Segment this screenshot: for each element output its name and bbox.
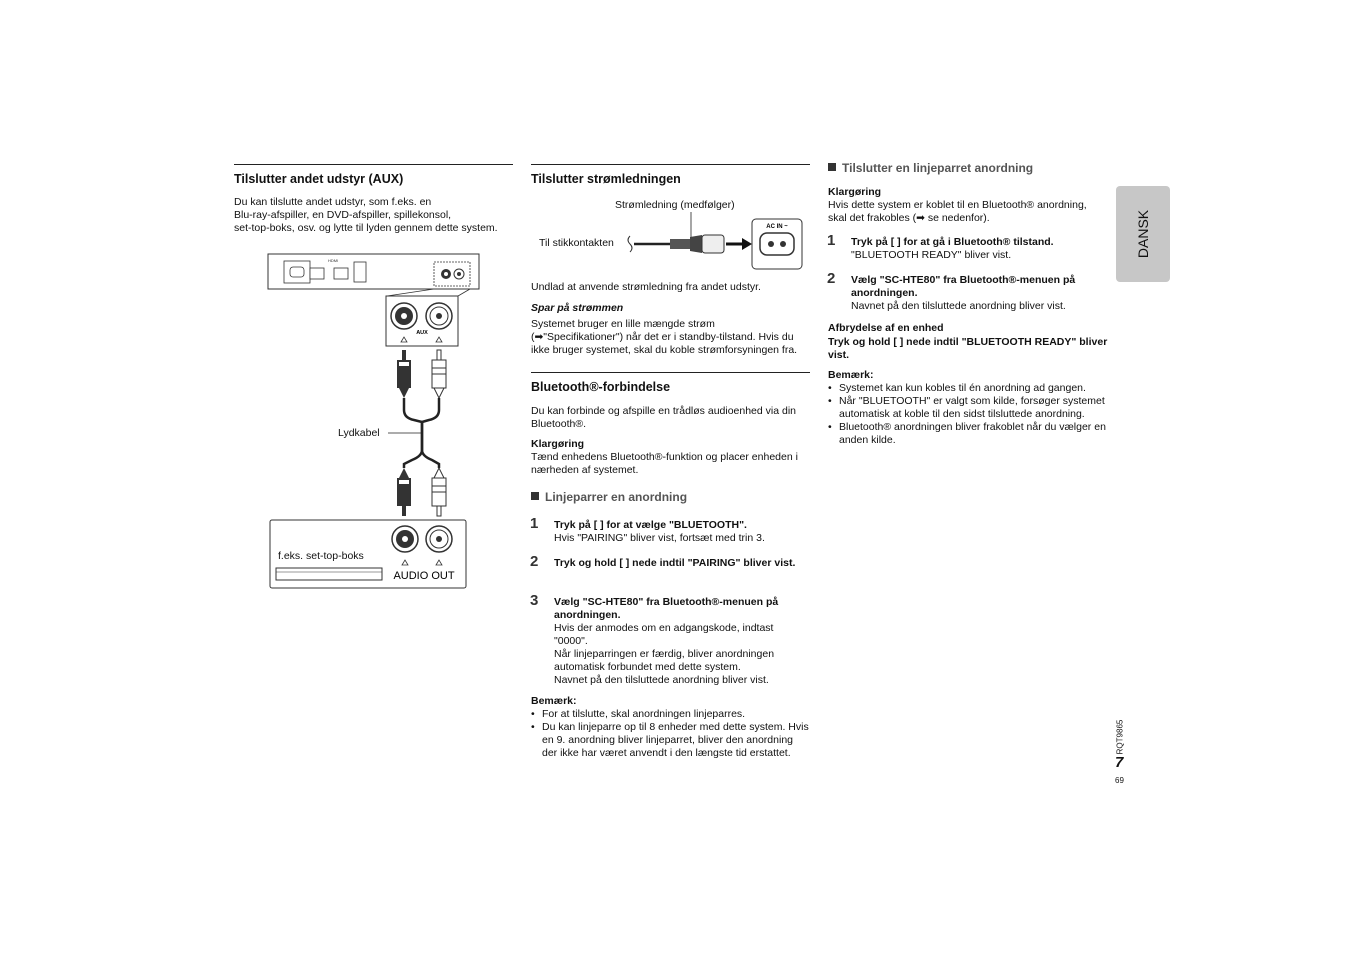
prep-text [828, 199, 1113, 225]
step-1 [851, 236, 1111, 262]
prep-text-line: Tænd enhedens Bluetooth®-funktion og placer enheden i [531, 451, 798, 463]
power-note: Undlad at anvende strømledning fra andet udstyr. [531, 281, 761, 293]
note-list [531, 708, 811, 760]
step-3 [554, 596, 804, 687]
step-detail: Hvis der anmodes om en adgangskode, indtast [554, 622, 774, 634]
page-number: 7 [1115, 754, 1124, 771]
save-text-line: ikke bruger systemet, skal du koble strømforsyningen fra. [531, 344, 798, 356]
panel-hdmi-port [310, 268, 324, 279]
bluetooth-intro-line: Du kan forbinde og afspille en trådløs audioenhed via din [531, 405, 797, 417]
note-title: Bemærk: [828, 369, 874, 381]
pairing-subtitle-text: Linjeparrer en anordning [545, 490, 688, 504]
bluetooth-title: Bluetooth®-forbindelse [531, 380, 671, 394]
note-item: • Du kan linjeparre op til 8 enheder med dette system. Hvis en 9. anordning bliver linjeparret, bliver den anordning der ikke har været anvendt i den længste tid erstattet. [531, 721, 811, 760]
paired-device-subtitle [828, 161, 1033, 175]
bluetooth-intro-line: Bluetooth®. [531, 418, 587, 430]
panel-ac-inlet [284, 261, 310, 283]
step-instruction: Vælg "SC-HTE80" fra Bluetooth®-menuen på anordningen. [851, 274, 1076, 299]
doc-code: RQT9865 [1115, 719, 1125, 755]
save-text-line: Systemet bruger en lille mængde strøm [531, 318, 715, 330]
cable-plug-left-upper [397, 350, 411, 398]
bluetooth-intro [531, 405, 816, 431]
aux-intro-line: set-top-boks, osv. og lytte til lyden gennem dette system. [234, 222, 498, 234]
prep-title: Klargøring [828, 186, 882, 198]
step-detail: automatisk forbundet med dette system. [554, 661, 741, 673]
aux-intro-line: Du kan tilslutte andet udstyr, som f.eks. en [234, 196, 432, 208]
square-bullet-icon [828, 163, 836, 171]
note-title: Bemærk: [531, 695, 577, 707]
square-bullet-icon [531, 492, 539, 500]
step-detail: Hvis "PAIRING" bliver vist, fortsæt med trin 3. [554, 532, 765, 544]
step-detail: Navnet på den tilsluttede anordning bliver vist. [554, 674, 769, 686]
page-number-small: 69 [1115, 776, 1124, 785]
ac-in-label: AC IN ~ [766, 224, 788, 230]
language-tab [1116, 186, 1170, 282]
step-instruction: Vælg "SC-HTE80" fra Bluetooth®-menuen på anordningen. [554, 596, 779, 621]
step-instruction: Tryk på [ ] for at vælge "BLUETOOTH". [554, 519, 747, 531]
panel-aux-area [434, 262, 470, 286]
aux-intro-line: Blu-ray-afspiller, en DVD-afspiller, spillekonsol, [234, 209, 452, 221]
step-detail: Navnet på den tilsluttede anordning bliver vist. [851, 300, 1066, 312]
cable-label: Lydkabel [338, 427, 380, 439]
prep-text-line: Hvis dette system er koblet til en Bluetooth® anordning, [828, 199, 1087, 211]
outlet-label: Til stikkontakten [539, 237, 614, 249]
note-item: • For at tilslutte, skal anordningen linjeparres. [531, 708, 811, 721]
pairing-subtitle [531, 490, 687, 504]
save-text [531, 318, 816, 357]
cable-plug-right-upper [432, 350, 446, 398]
prep-text [531, 451, 816, 477]
panel-hdmi-label: HDMI [328, 258, 339, 263]
device-label: f.eks. set-top-boks [278, 550, 364, 562]
disconnect-text: Tryk og hold [ ] nede indtil "BLUETOOTH READY" bliver vist. [828, 336, 1108, 361]
step-detail: "0000". [554, 635, 588, 647]
step-1 [554, 519, 814, 545]
section-rule [531, 372, 810, 373]
aux-title: Tilslutter andet udstyr (AUX) [234, 172, 404, 186]
cord-label: Strømledning (medfølger) [615, 199, 735, 211]
power-title: Tilslutter strømledningen [531, 172, 681, 186]
power-cord-diagram [620, 208, 805, 274]
note-item: • Bluetooth® anordningen bliver frakoblet når du vælger en anden kilde. [828, 421, 1108, 447]
note-item: • Når "BLUETOOTH" er valgt som kilde, forsøger systemet automatisk at koble til den sidst tilsluttede anordning. [828, 395, 1108, 421]
language-tab-label: DANSK [1135, 209, 1151, 259]
step-number: 3 [530, 592, 539, 609]
cable-plug-right-lower [432, 468, 446, 516]
section-rule [234, 164, 513, 165]
panel-optical-port [354, 262, 366, 282]
prep-text-line: skal det frakobles (➡ se nedenfor). [828, 212, 990, 224]
audio-out-label: AUDIO OUT [393, 570, 455, 582]
step-instruction: Tryk på [ ] for at gå i Bluetooth® tilstand. [851, 236, 1054, 248]
step-detail: "BLUETOOTH READY" bliver vist. [851, 249, 1012, 261]
doc-code-wrap [1113, 717, 1127, 757]
save-text-line: (➡"Specifikationer") når det er i standby-tilstand. Hvis du [531, 331, 794, 343]
aux-connection-diagram [262, 250, 484, 595]
note-list [828, 382, 1108, 447]
disconnect-title: Afbrydelse af en enhed [828, 322, 944, 334]
note-item: • Systemet kan kun kobles til én anordning ad gangen. [828, 382, 1108, 395]
step-detail: Når linjeparringen er færdig, bliver anordningen [554, 648, 775, 660]
step-instruction: Tryk og hold [ ] nede indtil "PAIRING" bliver vist. [554, 557, 796, 569]
step-2 [851, 274, 1101, 313]
paired-device-subtitle-text: Tilslutter en linjeparret anordning [842, 161, 1034, 175]
cable-plug-left-lower [397, 468, 411, 516]
prep-title: Klargøring [531, 438, 585, 450]
prep-text-line: nærheden af systemet. [531, 464, 639, 476]
step-number: 1 [530, 515, 539, 532]
section-rule [531, 164, 810, 165]
step-number: 2 [827, 270, 836, 287]
panel-hdmi-port [334, 268, 348, 279]
step-number: 1 [827, 232, 836, 249]
aux-jack-label: AUX [416, 330, 428, 336]
save-title: Spar på strømmen [531, 302, 624, 314]
step-2 [554, 557, 804, 570]
aux-intro [234, 196, 524, 235]
step-number: 2 [530, 553, 539, 570]
